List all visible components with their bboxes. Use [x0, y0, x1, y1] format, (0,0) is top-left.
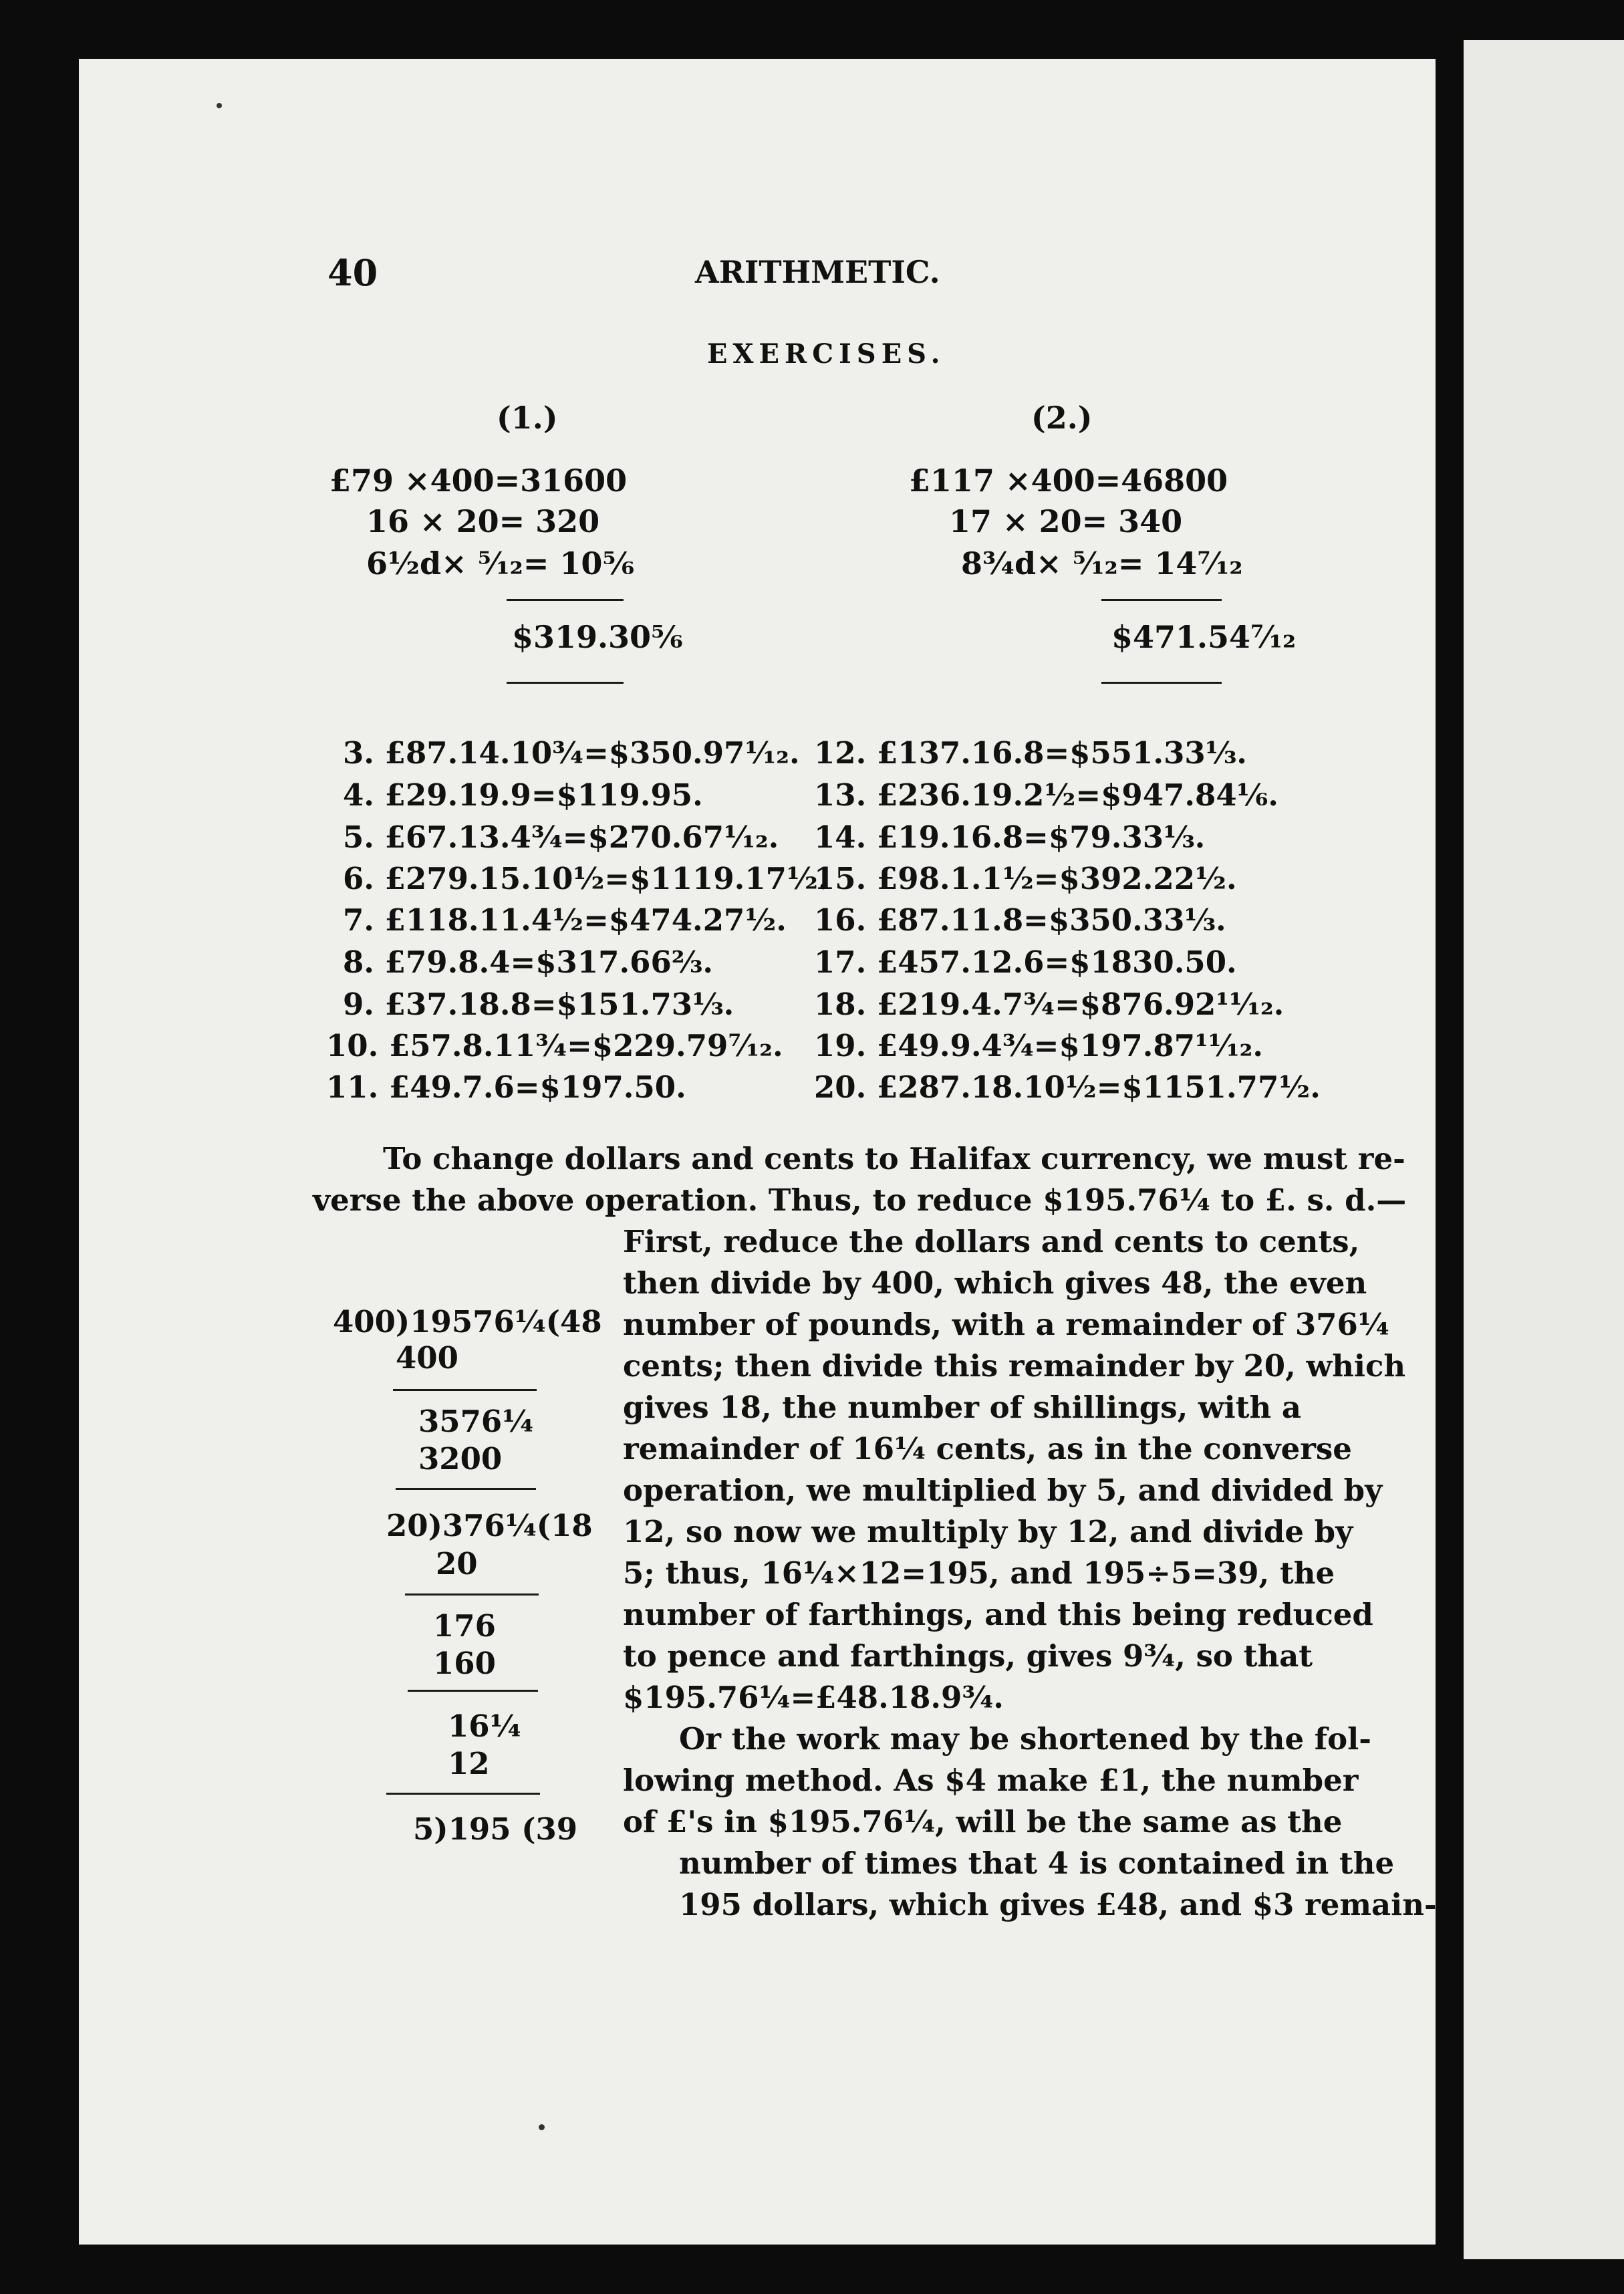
division-line: 3576¼ [418, 1404, 534, 1439]
paragraph-line: 195 dollars, which gives £48, and $3 remain- [679, 1887, 1437, 1922]
work-line: 6½d× ⁵⁄₁₂= 10⅚ [366, 545, 635, 582]
answer-item: 5. £67.13.4¾=$270.67¹⁄₁₂. [343, 819, 779, 855]
answer-item: 18. £219.4.7¾=$876.92¹¹⁄₁₂. [814, 987, 1284, 1022]
answer-item: 16. £87.11.8=$350.33⅓. [814, 902, 1226, 938]
work-line: £117 ×400=46800 [909, 463, 1228, 499]
paragraph-line: then divide by 400, which gives 48, the even [623, 1265, 1367, 1301]
answer-item: 20. £287.18.10½=$1151.77½. [814, 1069, 1321, 1105]
paragraph-line: $195.76¼=£48.18.9¾. [623, 1680, 1004, 1715]
page-number: 40 [327, 251, 378, 294]
paragraph-line: lowing method. As $4 make £1, the number [623, 1763, 1359, 1798]
answer-item: 11. £49.7.6=$197.50. [326, 1069, 686, 1105]
division-rule [405, 1594, 539, 1596]
paragraph-line: First, reduce the dollars and cents to cents, [623, 1224, 1360, 1259]
running-header: ARITHMETIC. [695, 254, 940, 290]
paragraph-line: to pence and farthings, gives 9¾, so that [623, 1638, 1313, 1674]
division-line: 176 [433, 1608, 496, 1644]
answer-item: 15. £98.1.1½=$392.22½. [814, 861, 1237, 896]
division-line: 20 [436, 1546, 478, 1581]
paragraph-line: To change dollars and cents to Halifax currency, we must re- [383, 1141, 1405, 1176]
answer-item: 17. £457.12.6=$1830.50. [814, 944, 1237, 980]
division-rule [393, 1389, 537, 1391]
division-line: 400 [396, 1340, 458, 1376]
paragraph-line: gives 18, the number of shillings, with a [623, 1390, 1302, 1425]
division-rule [408, 1690, 538, 1692]
answer-item: 3. £87.14.10¾=$350.97¹⁄₁₂. [343, 735, 800, 771]
book-page [79, 59, 1436, 2245]
work-line: 8¾d× ⁵⁄₁₂= 14⁷⁄₁₂ [961, 545, 1243, 582]
paragraph-line: 5; thus, 16¼×12=195, and 195÷5=39, the [623, 1555, 1335, 1591]
sum-rule [1101, 682, 1222, 684]
division-line: 20)376¼(18 [386, 1508, 593, 1543]
paragraph-line: Or the work may be shortened by the fol- [679, 1721, 1371, 1757]
division-line: 16¼ [448, 1708, 521, 1744]
scan-speck [217, 103, 222, 108]
paragraph-line: verse the above operation. Thus, to reduce $195.76¼ to £. s. d.— [313, 1182, 1407, 1218]
section-title: EXERCISES. [707, 338, 946, 370]
division-rule [396, 1488, 536, 1490]
answer-item: 13. £236.19.2½=$947.84⅙. [814, 777, 1278, 813]
sum-rule [1101, 599, 1222, 601]
answer-item: 14. £19.16.8=$79.33⅓. [814, 819, 1206, 855]
work-line: 17 × 20= 340 [949, 503, 1183, 539]
paragraph-line: of £'s in $195.76¼, will be the same as the [623, 1804, 1343, 1839]
division-line: 3200 [418, 1441, 503, 1477]
division-line: 160 [433, 1646, 496, 1681]
paragraph-line: operation, we multiplied by 5, and divided by [623, 1473, 1383, 1508]
paragraph-line: cents; then divide this remainder by 20, which [623, 1348, 1406, 1384]
division-line: 400)19576¼(48 [333, 1304, 602, 1340]
work-line: £79 ×400=31600 [329, 463, 628, 499]
answer-item: 7. £118.11.4½=$474.27½. [343, 902, 787, 938]
work-total: $471.54⁷⁄₁₂ [1111, 619, 1297, 655]
division-rule [386, 1793, 540, 1795]
division-line: 12 [448, 1746, 490, 1781]
paragraph-line: 12, so now we multiply by 12, and divide by [623, 1514, 1353, 1549]
answer-item: 10. £57.8.11¾=$229.79⁷⁄₁₂. [326, 1028, 783, 1063]
work-line: 16 × 20= 320 [366, 503, 600, 539]
adjacent-page-edge [1464, 40, 1624, 2259]
division-line: 5)195 (39 [413, 1811, 578, 1847]
answer-item: 12. £137.16.8=$551.33⅓. [814, 735, 1247, 771]
work-total: $319.30⅚ [512, 619, 683, 655]
paragraph-line: number of pounds, with a remainder of 376¼ [623, 1307, 1389, 1342]
answer-item: 6. £279.15.10½=$1119.17½. [343, 861, 829, 896]
sum-rule [507, 682, 624, 684]
answer-item: 8. £79.8.4=$317.66⅔. [343, 944, 714, 980]
column-label-1: (1.) [497, 400, 558, 436]
answer-item: 9. £37.18.8=$151.73⅓. [343, 987, 734, 1022]
answer-item: 4. £29.19.9=$119.95. [343, 777, 703, 813]
paragraph-line: number of farthings, and this being reduced [623, 1597, 1373, 1632]
paragraph-line: remainder of 16¼ cents, as in the converse [623, 1431, 1352, 1467]
sum-rule [507, 599, 624, 601]
answer-item: 19. £49.9.4¾=$197.87¹¹⁄₁₂. [814, 1028, 1264, 1063]
scan-speck [539, 2124, 545, 2130]
column-label-2: (2.) [1031, 400, 1093, 436]
paragraph-line: number of times that 4 is contained in the [679, 1845, 1395, 1881]
